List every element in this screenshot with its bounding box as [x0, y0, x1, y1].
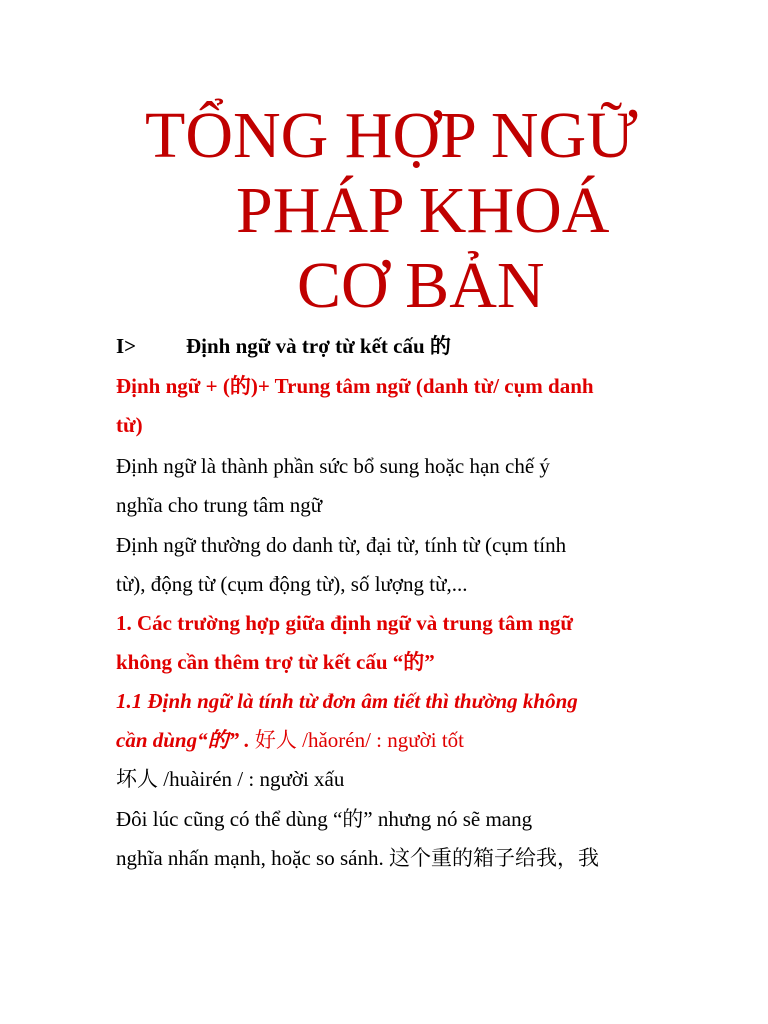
- formula-line-1: Định ngữ + (的)+ Trung tâm ngữ (danh từ/ cụm danh: [116, 374, 594, 398]
- document-title-line-3: CƠ BẢN: [297, 249, 545, 322]
- definition-line-2: nghĩa cho trung tâm ngữ: [116, 493, 323, 517]
- example-good-person: 好人 /hǎorén/ : người tốt: [254, 728, 464, 752]
- case-1-heading-line-1: 1. Các trường hợp giữa định ngữ và trung tâm ngữ: [116, 611, 573, 635]
- composition-line-2: từ), động từ (cụm động từ), số lượng từ,...: [116, 572, 468, 596]
- composition-line-1: Định ngữ thường do danh từ, đại từ, tính từ (cụm tính: [116, 533, 567, 557]
- note-line-1: Đôi lúc cũng có thể dùng “的” nhưng nó sẽ mang: [116, 807, 533, 831]
- formula-line-2: từ): [116, 413, 143, 437]
- definition-line-1: Định ngữ là thành phần sức bổ sung hoặc hạn chế ý: [116, 454, 550, 478]
- note-line-2: nghĩa nhấn mạnh, hoặc so sánh. 这个重的箱子给我，我: [116, 846, 599, 870]
- case-1-heading-line-2: không cần thêm trợ từ kết cấu “的”: [116, 650, 435, 674]
- document-title-line-1: TỔNG HỢP NGỮ: [145, 99, 638, 172]
- case-1-1-heading-tail: cần dùng“的” .: [116, 728, 255, 752]
- case-1-1-heading-line-1: 1.1 Định ngữ là tính từ đơn âm tiết thì thường không: [116, 689, 578, 713]
- document-title-line-2: PHÁP KHOÁ: [236, 174, 610, 247]
- section-heading: [116, 333, 451, 359]
- section-heading-text: Định ngữ và trợ từ kết cấu 的: [186, 334, 451, 358]
- section-number: I>: [116, 334, 137, 358]
- case-1-1-heading-line-2: [116, 727, 464, 753]
- example-bad-person: 坏人 /huàirén / : người xấu: [116, 767, 345, 791]
